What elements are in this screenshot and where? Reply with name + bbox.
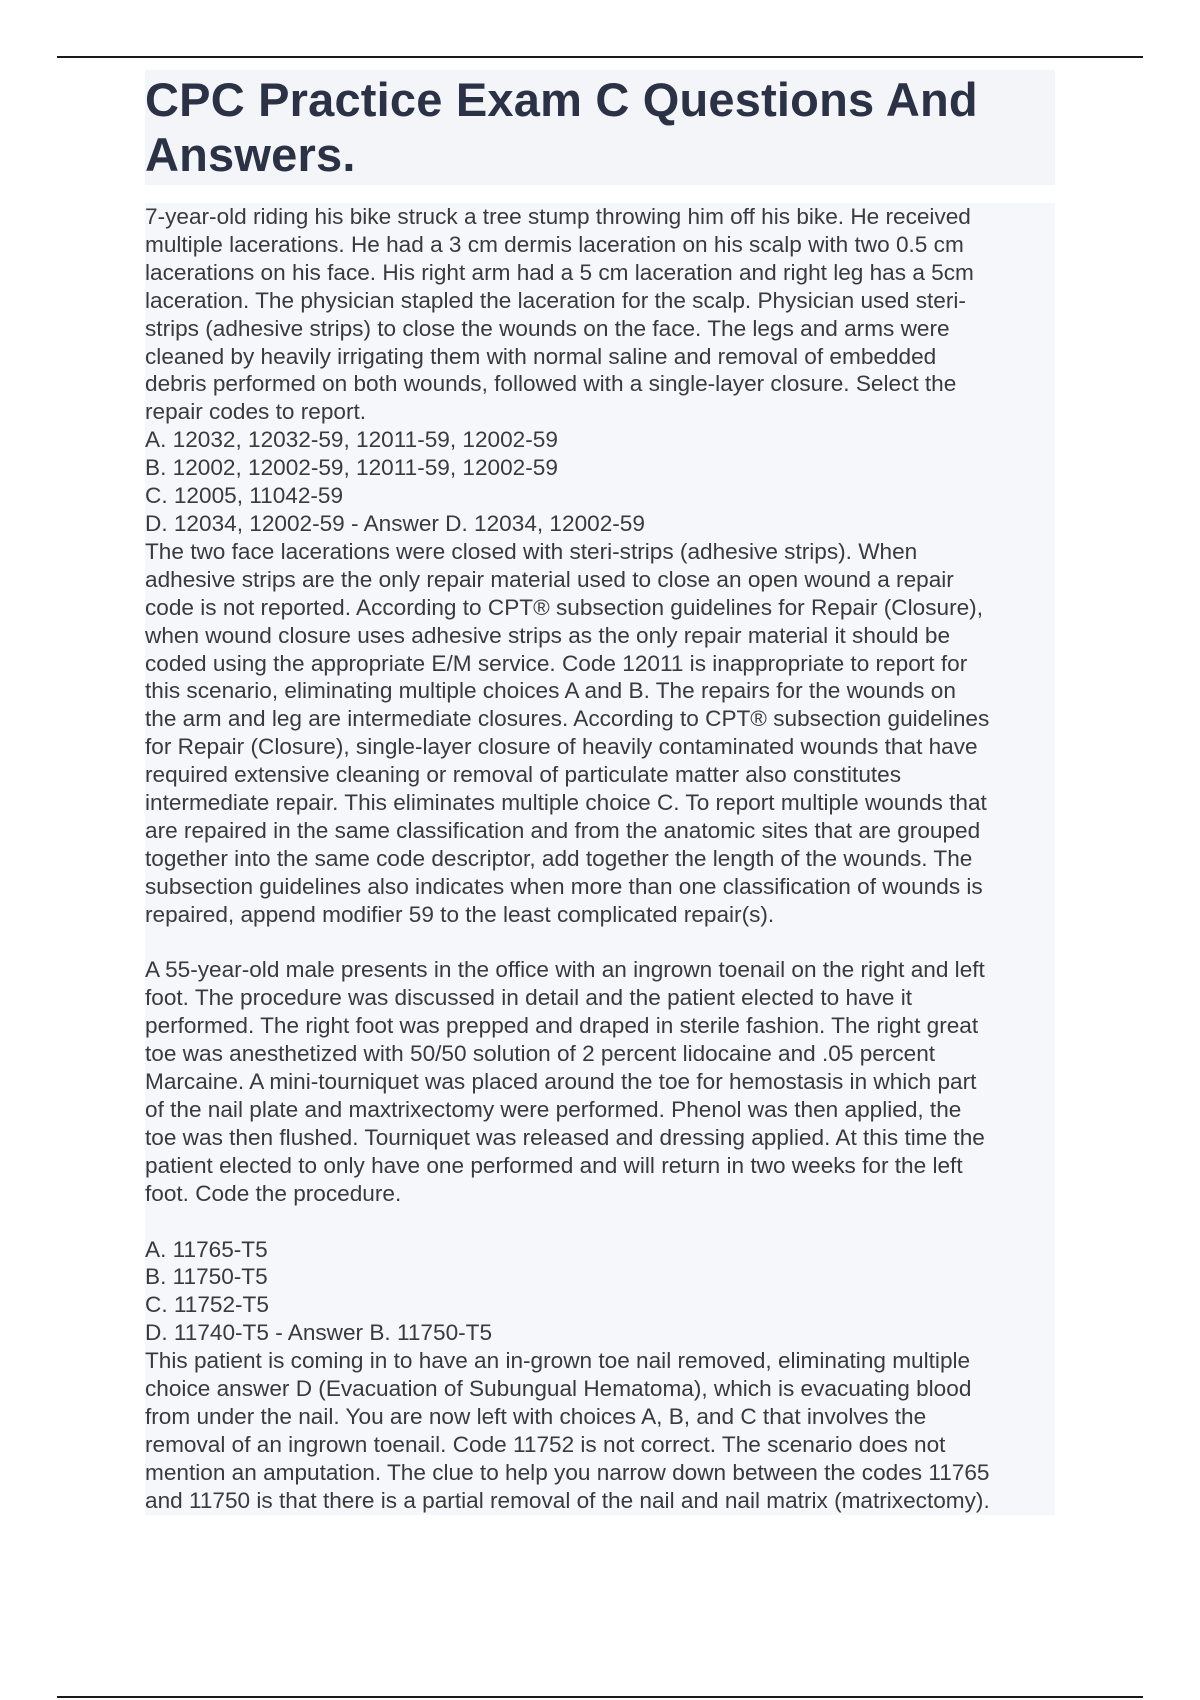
stem-line: 7-year-old riding his bike struck a tree stump throwing him off his bike. He received	[145, 204, 971, 229]
stem-line: toe was anesthetized with 50/50 solution of 2 percent lidocaine and .05 percent	[145, 1041, 936, 1067]
page-title	[145, 72, 1055, 182]
question-2-stem	[145, 956, 1055, 1207]
question-1-options	[145, 426, 1055, 538]
question-1-explanation	[145, 538, 1055, 929]
answer-option: C. 12005, 11042-59	[145, 483, 344, 509]
stem-line: Marcaine. A mini-tourniquet was placed around the toe for hemostasis in which part	[145, 1069, 977, 1095]
question-2-options	[145, 1236, 1055, 1348]
explanation-line: repaired, append modifier 59 to the least complicated repair(s).	[145, 901, 775, 927]
stem-line: debris performed on both wounds, followed with a single-layer closure. Select the	[145, 371, 957, 397]
stem-line: toe was then flushed. Tourniquet was released and dressing applied. At this time the	[145, 1124, 985, 1150]
stem-line: A 55-year-old male presents in the office with an ingrown toenail on the right and left	[145, 957, 985, 983]
stem-line: foot. The procedure was discussed in detail and the patient elected to have it	[145, 985, 913, 1011]
question-2	[145, 956, 1055, 1514]
stem-line: laceration. The physician stapled the laceration for the scalp. Physician used steri-	[145, 287, 966, 313]
title-line: CPC Practice Exam C Questions And	[145, 73, 978, 126]
explanation-line: the arm and leg are intermediate closures. According to CPT® subsection guidelines	[145, 706, 990, 732]
question-1-stem	[145, 203, 1055, 426]
explanation-line: together into the same code descriptor, add together the length of the wounds. The	[145, 845, 973, 871]
explanation-line: removal of an ingrown toenail. Code 11752 is not correct. The scenario does not	[145, 1431, 946, 1457]
paragraph-gap	[145, 1208, 1055, 1236]
stem-line: foot. Code the procedure.	[145, 1180, 402, 1206]
stem-line: patient elected to only have one performed and will return in two weeks for the left	[145, 1152, 963, 1178]
answer-option: B. 11750-T5	[145, 1264, 268, 1290]
explanation-line: subsection guidelines also indicates when more than one classification of wounds is	[145, 873, 983, 899]
answer-option: D. 11740-T5 - Answer B. 11750-T5	[145, 1320, 493, 1346]
explanation-line: The two face lacerations were closed with steri-strips (adhesive strips). When	[145, 538, 918, 564]
document-body	[145, 70, 1055, 1515]
explanation-line: coded using the appropriate E/M service. Code 12011 is inappropriate to report for	[145, 650, 968, 676]
stem-line: performed. The right foot was prepped and draped in sterile fashion. The right great	[145, 1013, 979, 1039]
explanation-line: intermediate repair. This eliminates multiple choice C. To report multiple wounds that	[145, 790, 987, 816]
explanation-line: and 11750 is that there is a partial removal of the nail and nail matrix (matrixectomy).	[145, 1487, 990, 1513]
stem-line: repair codes to report.	[145, 399, 367, 425]
paragraph-gap	[145, 929, 1055, 957]
explanation-line: code is not reported. According to CPT® subsection guidelines for Repair (Closure),	[145, 594, 983, 620]
explanation-line: choice answer D (Evacuation of Subungual Hematoma), which is evacuating blood	[145, 1376, 972, 1402]
explanation-line: mention an amputation. The clue to help you narrow down between the codes 11765	[145, 1459, 990, 1485]
answer-option: D. 12034, 12002-59 - Answer D. 12034, 12002-59	[145, 510, 645, 536]
stem-line: cleaned by heavily irrigating them with normal saline and removal of embedded	[145, 343, 937, 369]
explanation-line: when wound closure uses adhesive strips as the only repair material it should be	[145, 622, 951, 648]
title-line: Answers.	[145, 128, 356, 181]
explanation-line: are repaired in the same classification and from the anatomic sites that are grouped	[145, 817, 981, 843]
stem-line: strips (adhesive strips) to close the wounds on the face. The legs and arms were	[145, 315, 950, 341]
top-rule	[57, 56, 1143, 58]
answer-option: B. 12002, 12002-59, 12011-59, 12002-59	[145, 455, 558, 481]
bottom-rule	[57, 1696, 1143, 1698]
stem-line: of the nail plate and maxtrixectomy were performed. Phenol was then applied, the	[145, 1096, 962, 1122]
explanation-line: required extensive cleaning or removal of particulate matter also constitutes	[145, 762, 902, 788]
explanation-line: This patient is coming in to have an in-grown toe nail removed, eliminating multiple	[145, 1348, 971, 1374]
stem-line: lacerations on his face. His right arm had a 5 cm laceration and right leg has a 5cm	[145, 259, 974, 285]
answer-option: A. 12032, 12032-59, 12011-59, 12002-59	[145, 427, 558, 453]
stem-line: multiple lacerations. He had a 3 cm dermis laceration on his scalp with two 0.5 cm	[145, 231, 964, 257]
explanation-line: for Repair (Closure), single-layer closure of heavily contaminated wounds that have	[145, 734, 978, 760]
question-2-explanation	[145, 1347, 1055, 1514]
explanation-line: adhesive strips are the only repair material used to close an open wound a repair	[145, 566, 954, 592]
answer-option: C. 11752-T5	[145, 1292, 269, 1318]
title-block	[145, 70, 1055, 185]
answer-option: A. 11765-T5	[145, 1236, 268, 1262]
question-1	[145, 203, 1055, 956]
explanation-line: from under the nail. You are now left with choices A, B, and C that involves the	[145, 1403, 927, 1429]
explanation-line: this scenario, eliminating multiple choices A and B. The repairs for the wounds on	[145, 678, 956, 704]
